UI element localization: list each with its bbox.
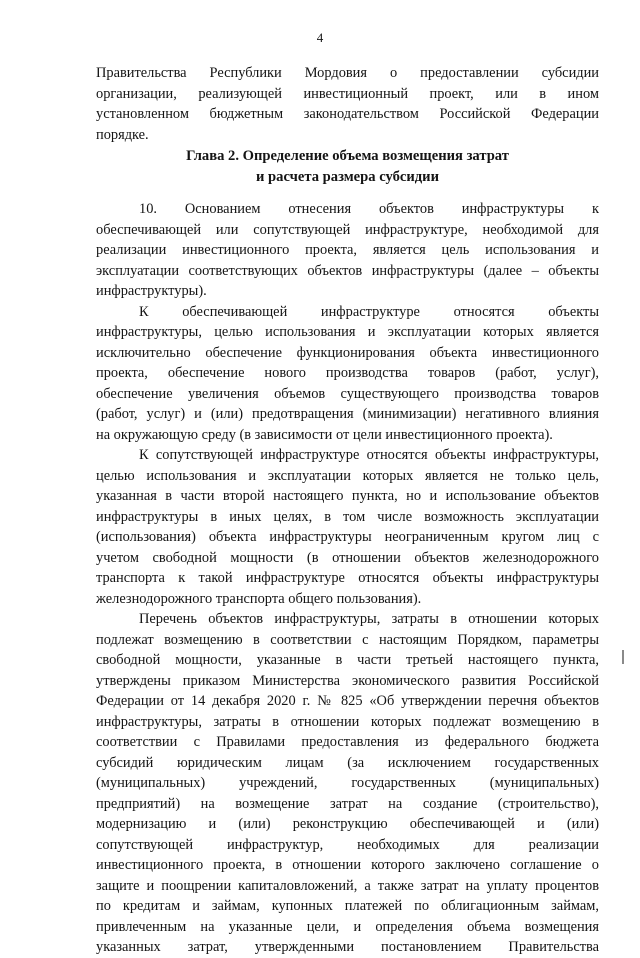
chapter-heading	[96, 146, 599, 188]
chapter-body	[96, 199, 599, 958]
text-line: транспорта к такой инфраструктуре относятся объекты инфраструктуры	[96, 570, 599, 586]
text-line: защите и поощрении капиталовложений, а также затрат на уплату процентов	[96, 877, 599, 894]
text-line: 10. Основанием отнесения объектов инфраструктуры к	[139, 201, 599, 217]
text-line: К обеспечивающей инфраструктуре относятся объекты	[139, 303, 599, 320]
text-line: Правительства Республики Мордовия о предоставлении субсидии	[96, 65, 599, 81]
text-line: (муниципальных) учреждений, государственных (муниципальных)	[96, 775, 599, 791]
text-line: предприятий) на возмещение затрат на создание (строительство),	[96, 795, 599, 812]
text-line: свободной мощности, указанные в части третьей настоящего пункта,	[96, 652, 599, 668]
text-line: целью использования и эксплуатации которых является не только цель,	[96, 467, 599, 484]
text-line: организации, реализующей инвестиционный проект, или в ином	[96, 85, 599, 102]
text-line: соответствии с Правилами предоставления из федерального бюджета	[96, 734, 599, 750]
text-line: обеспечение увеличения объемов существующего производства товаров	[96, 385, 599, 402]
text-line: инфраструктуры, затраты в отношении которых подлежат возмещению в	[96, 713, 599, 730]
chapter-title-line: и расчета размера субсидии	[256, 169, 439, 185]
text-line: утверждены приказом Министерства экономического развития Российской	[96, 672, 599, 689]
text-line: на окружающую среду (в зависимости от цели инвестиционного проекта).	[96, 426, 553, 443]
text-line: реализации инвестиционного проекта, является цель использования и	[96, 242, 599, 258]
chapter-title-line: Глава 2. Определение объема возмещения затрат	[186, 148, 509, 164]
text-line: модернизацию и (или) реконструкцию обеспечивающей и (или)	[96, 816, 599, 832]
text-line: К сопутствующей инфраструктуре относятся объекты инфраструктуры,	[139, 447, 599, 463]
text-line: проекта, обеспечение нового производства товаров (работ, услуг),	[96, 365, 599, 381]
text-line: Перечень объектов инфраструктуры, затраты в отношении которых	[139, 611, 599, 627]
text-line: (использования) объекта инфраструктуры неограниченным кругом лиц с	[96, 529, 599, 545]
text-line: по кредитам и займам, купонных платежей по облигационным займам,	[96, 898, 599, 914]
text-line: Федерации от 14 декабря 2020 г. № 825 «Об утверждении перечня объектов	[96, 693, 599, 709]
text-line: порядке.	[96, 126, 149, 143]
margin-scan-mark	[622, 650, 624, 664]
page-number: 4	[316, 30, 324, 45]
intro-paragraph	[96, 63, 599, 145]
text-line: инвестиционного проекта, в отношении которого заключено соглашение о	[96, 857, 599, 873]
text-line: указанная в части второй настоящего пункта, но и использование объектов	[96, 488, 599, 504]
text-line: инфраструктуры).	[96, 283, 207, 299]
text-line: эксплуатации соответствующих объектов инфраструктуры (далее – объекты	[96, 262, 599, 279]
text-line: железнодорожного транспорта общего пользования).	[96, 590, 422, 607]
text-line: привлеченным на указанные цели, и определения объема возмещения	[96, 918, 599, 935]
text-line: (работ, услуг) и (или) предотвращения (минимизации) негативного влияния	[96, 406, 599, 422]
text-line: сопутствующей инфраструктур, необходимых для реализации	[96, 836, 599, 853]
text-line: инфраструктуры, целью использования и эксплуатации которых является	[96, 324, 599, 340]
text-line: установленном бюджетным законодательством Российской Федерации	[96, 106, 599, 122]
text-line: обеспечивающей или сопутствующей инфраструктуре, необходимой для	[96, 221, 599, 238]
text-line: подлежат возмещению в соответствии с настоящим Порядком, параметры	[96, 631, 599, 648]
text-line: указанных затрат, утвержденными постановлением Правительства	[96, 939, 599, 955]
text-line: субсидий юридическим лицам (за исключением государственных	[96, 754, 599, 771]
text-line: исключительно обеспечение функционирования объекта инвестиционного	[96, 344, 599, 361]
text-line: инфраструктуры в иных целях, в том числе возможность эксплуатации	[96, 508, 599, 525]
text-line: учетом свободной мощности (в отношении объектов железнодорожного	[96, 549, 599, 566]
